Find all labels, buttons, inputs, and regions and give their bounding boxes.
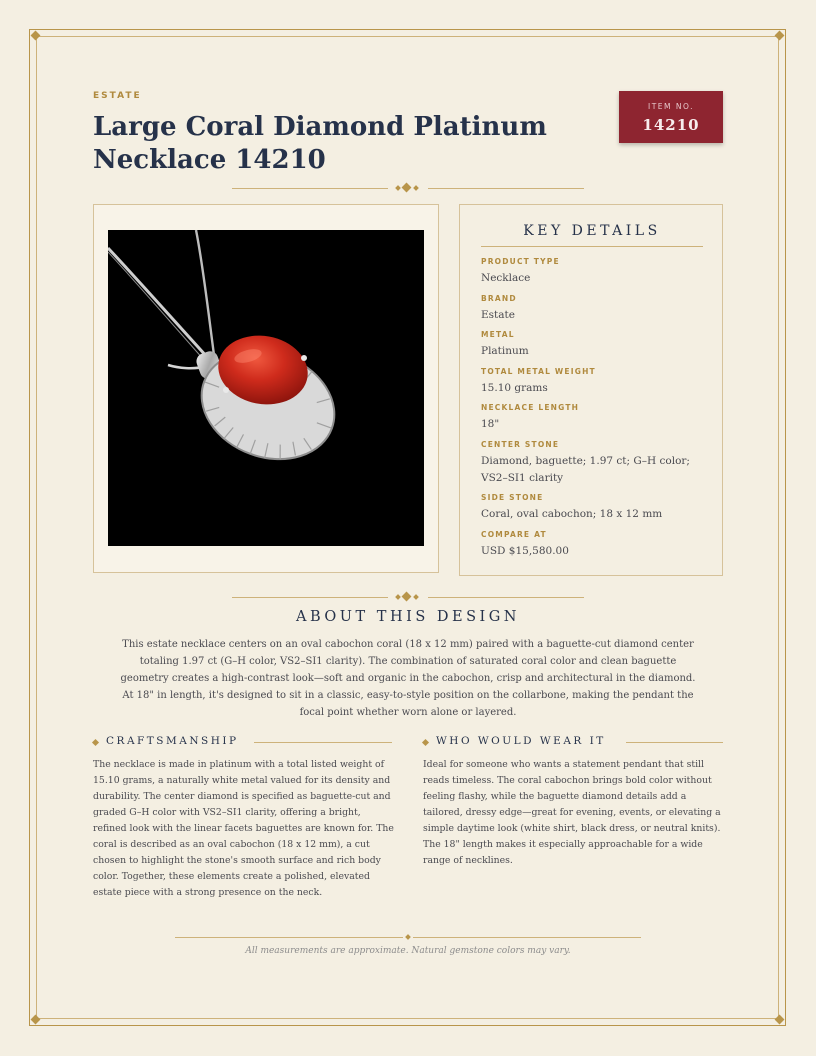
product-photo-card: [93, 204, 439, 573]
footer-note: All measurements are approximate. Natural gemstone colors may vary.: [245, 946, 571, 956]
detail-label: COMPARE AT: [481, 530, 547, 539]
craftsmanship-paragraph: The necklace is made in platinum with a total listed weight of 15.10 grams, a naturally white metal valued for its density and durability. The center diamond is specified as baguette-cut and graded G–H color with VS2–SI1 clarity, offering a bright, refined look with the linear facets baguettes are known for. The coral is described as an oval cabochon (18 x 12 mm), a cut chosen to highlight the stone's smooth surface and rich body color. Together, these elements create a polished, elevated estate piece with a strong presence on the neck.: [93, 759, 394, 898]
key-details-heading: KEY DETAILS: [523, 223, 661, 239]
wearer-heading: WHO WOULD WEAR IT: [436, 735, 606, 747]
necklace-pendant-image: [108, 230, 424, 546]
detail-label: PRODUCT TYPE: [481, 257, 560, 266]
detail-metal-weight: [481, 367, 711, 397]
detail-metal: [481, 330, 711, 360]
detail-label: BRAND: [481, 294, 517, 303]
detail-label: NECKLACE LENGTH: [481, 403, 580, 412]
detail-value: Platinum: [481, 345, 529, 357]
detail-center-stone: [481, 440, 696, 487]
detail-side-stone: [481, 493, 711, 523]
detail-brand: [481, 294, 711, 324]
detail-label: CENTER STONE: [481, 440, 560, 449]
wearer-paragraph: Ideal for someone who wants a statement pendant that still reads timeless. The coral cabochon brings bold color without feeling flashy, while the baguette diamond details add a tailored, dressy edge—great for evening, events, or elevating a simple daytime look (white shirt, black dress, or neutral knits). The 18" length makes it especially approachable for a wide range of necklines.: [423, 759, 721, 866]
page-title: Large Coral Diamond Platinum Necklace 14210: [93, 112, 547, 175]
detail-label: TOTAL METAL WEIGHT: [481, 367, 596, 376]
detail-value: 18": [481, 418, 500, 430]
key-details-card: [459, 204, 723, 576]
craftsmanship-rule: [254, 742, 392, 743]
detail-value: Estate: [481, 309, 515, 321]
detail-compare-at: [481, 530, 711, 560]
about-heading: ABOUT THIS DESIGN: [295, 609, 520, 625]
detail-necklace-length: [481, 403, 711, 433]
item-number-value: 14210: [642, 116, 700, 134]
detail-value: Diamond, baguette; 1.97 ct; G–H color; VS2–SI1 clarity: [481, 455, 690, 484]
detail-label: SIDE STONE: [481, 493, 544, 502]
item-number-badge: [619, 91, 723, 143]
detail-value: USD $15,580.00: [481, 545, 569, 557]
detail-product-type: [481, 257, 711, 287]
detail-label: METAL: [481, 330, 515, 339]
necklace-photo: [108, 230, 424, 546]
about-paragraph: This estate necklace centers on an oval cabochon coral (18 x 12 mm) paired with a baguette-cut diamond center totaling 1.97 ct (G–H color, VS2–SI1 clarity). The combination of saturated coral color and clean baguette geometry creates a high-contrast look—soft and organic in the cabochon, crisp and architectural in the diamond. At 18" in length, it's designed to sit in a classic, easy-to-style position on the collarbone, making the pendant the focal point whether worn alone or layered.: [120, 639, 696, 718]
key-details-rule: [481, 246, 703, 247]
detail-value: 15.10 grams: [481, 382, 548, 394]
detail-value: Coral, oval cabochon; 18 x 12 mm: [481, 508, 663, 520]
detail-value: Necklace: [481, 272, 531, 284]
wearer-rule: [626, 742, 723, 743]
craftsmanship-heading: CRAFTSMANSHIP: [106, 735, 239, 747]
category-eyebrow: ESTATE: [93, 91, 142, 101]
item-number-label: ITEM NO.: [648, 102, 694, 111]
